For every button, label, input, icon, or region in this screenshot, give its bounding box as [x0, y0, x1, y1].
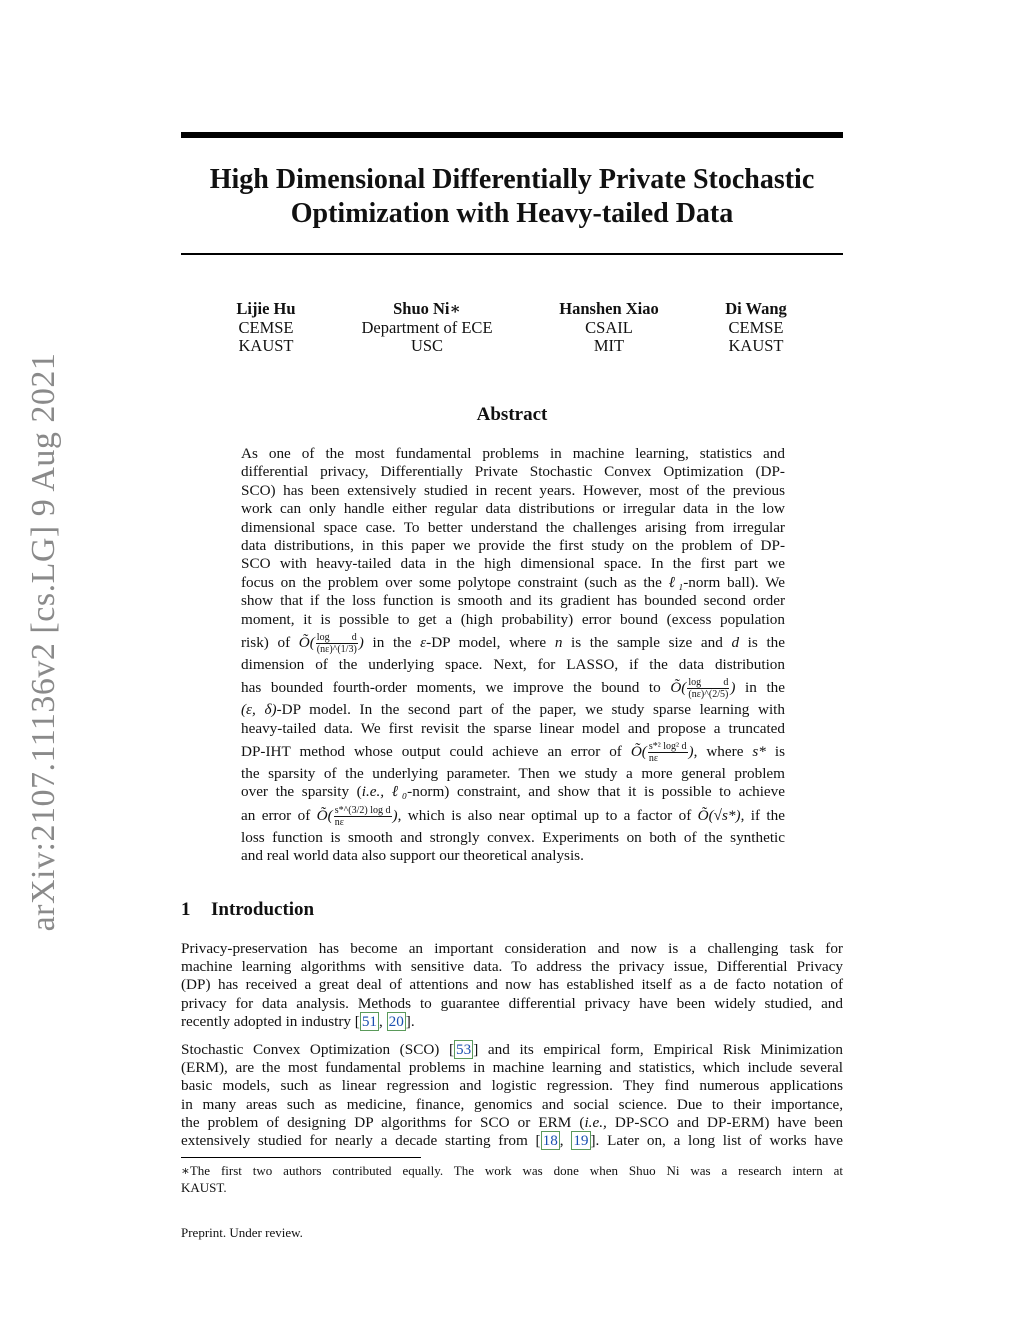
- text-line: basic models, such as linear regression and logistic regression. They find numerous applications: [181, 1077, 843, 1095]
- abstract-line: SCO) has been extensively studied in recent years. However, most of the previous: [241, 481, 785, 499]
- arxiv-stamp: arXiv:2107.11136v2 [cs.LG] 9 Aug 2021: [25, 352, 62, 932]
- author-inst: KAUST: [238, 336, 294, 355]
- math-fraction: $\frac{\text{log d}}{(n\varepsilon)\^{}(2/5)}$: [688, 677, 729, 701]
- math-fraction: $\frac{\text{s*² log² d}}{n\varepsilon}$: [648, 741, 687, 765]
- abstract-line: over the sparsity (i.e., ℓ₀-norm) constraint, and show that it is possible to achieve: [241, 783, 786, 801]
- footnote-rule: [181, 1157, 421, 1158]
- abstract-line: differential privacy, Differentially Private Stochastic Convex Optimization (DP-: [241, 463, 785, 481]
- author-dept: Department of ECE: [361, 317, 493, 337]
- author-4: [725, 300, 787, 356]
- abstract-line: (ε, δ)-DP model. In the second part of the paper, we study sparse learning with: [241, 701, 785, 719]
- author-dept: CEMSE: [728, 317, 784, 337]
- footnote-line: ∗The first two authors contributed equally. The work was done when Shuo Ni was a research intern at: [181, 1163, 843, 1178]
- abstract-line: data distributions, in this paper we provide the first study on the problem of DP-: [241, 536, 785, 554]
- author-name: Hanshen Xiao: [559, 299, 659, 318]
- abstract-line: focus on the problem over some polytope constraint (such as the ℓ₁-norm ball). We: [241, 573, 786, 591]
- abstract-line: As one of the most fundamental problems in machine learning, statistics and: [241, 445, 785, 462]
- text-line: (DP) has received a great deal of attentions and now has established itself as a de facto notation of: [181, 976, 843, 994]
- text-line: recently adopted in industry [ 51 , 20 ].: [181, 1012, 415, 1030]
- abstract-line: heavy-tailed data. We first revisit the sparse linear model and propose a truncated: [241, 719, 785, 737]
- math-fraction: $\frac{\text{s*\textasciicircum{}(3/2) log d}}{n\varepsilon}$: [334, 804, 391, 828]
- preprint-notice: Preprint. Under review.: [181, 1225, 303, 1240]
- text-line: in many areas such as medicine, finance, genomics and social science. Due to their importance,: [181, 1095, 843, 1113]
- abstract-line: SCO with heavy-tailed data in the high dimensional space. In the first part we: [241, 555, 785, 573]
- text-line: extensively studied for nearly a decade starting from [ 18 , 19 ]. Later on, a long list of works have: [181, 1132, 843, 1150]
- title-line-1: High Dimensional Differentially Private Stochastic: [209, 164, 815, 195]
- footnote-line: KAUST.: [181, 1180, 227, 1195]
- author-1: [236, 300, 295, 356]
- math-fraction: $\frac{\text{log d}}{(n\varepsilon)\^{}(1/3)}$: [316, 631, 357, 655]
- section-heading: [181, 899, 314, 921]
- abstract-line: and real world data also support our theoretical analysis.: [241, 847, 584, 865]
- author-name: Lijie Hu: [236, 299, 296, 318]
- text-line: (ERM), are the most fundamental problems in machine learning and statistics, which include several: [181, 1059, 843, 1077]
- author-dept: CEMSE: [238, 317, 294, 337]
- citation-link[interactable]: 18: [542, 1132, 558, 1150]
- title-top-rule: [181, 132, 843, 138]
- abstract-line: show that if the loss function is smooth and its gradient has bounded second order: [241, 592, 785, 610]
- abstract-line: risk) of Õ( $\frac{\text{log d}}{(n\varepsilon)\^{}(1/3)}$ ) in the ε-DP model, where n is the sample size and d is the: [241, 631, 785, 655]
- citation-link[interactable]: 53: [456, 1041, 472, 1058]
- author-inst: KAUST: [728, 336, 784, 355]
- author-inst: MIT: [593, 336, 625, 355]
- text-line: Stochastic Convex Optimization (SCO) [ 53 ] and its empirical form, Empirical Risk Minimization: [181, 1041, 843, 1058]
- paper-title: [181, 163, 843, 231]
- intro-paragraph-1: [181, 940, 843, 1031]
- abstract-line: moment, it is possible to get a (high probability) error bound (excess population: [241, 610, 785, 628]
- author-name: Di Wang: [725, 299, 787, 318]
- section-title: Introduction: [211, 899, 315, 920]
- author-2: [361, 300, 492, 356]
- math: ℓ₁: [668, 573, 684, 591]
- abstract-line: DP-IHT method whose output could achieve an error of Õ( $\frac{\text{s*² log² d}}{n\varepsilon}$ ), where s* is: [241, 741, 785, 765]
- abstract-line: dimensional space case. To better understand the challenges arising from irregular: [241, 518, 785, 536]
- citation-link[interactable]: 19: [573, 1132, 589, 1150]
- title-bottom-rule: [181, 253, 843, 255]
- author-name: Shuo Ni∗: [393, 299, 461, 318]
- abstract-line: work can only handle either regular data distributions or irregular data in the low: [241, 500, 785, 518]
- citation-link[interactable]: 51: [361, 1012, 378, 1030]
- citation-link[interactable]: 20: [388, 1012, 404, 1030]
- author-3: [559, 300, 658, 356]
- text-line: privacy for data analysis. Methods to guarantee differential privacy have been widely studied, and: [181, 994, 843, 1012]
- intro-paragraph-2: [181, 1041, 843, 1150]
- abstract-line: the sparsity of the underlying parameter. Then we study a more general problem: [241, 765, 785, 783]
- author-dept: CSAIL: [585, 317, 633, 337]
- text-line: the problem of designing DP algorithms for SCO or ERM (i.e., DP-SCO and DP-ERM) have been: [181, 1113, 843, 1131]
- abstract-line: dimension of the underlying space. Next, for LASSO, if the data distribution: [241, 655, 785, 673]
- title-line-2: Optimization with Heavy-tailed Data: [290, 198, 734, 229]
- text-line: Privacy-preservation has become an important consideration and now is a challenging task for: [181, 940, 843, 957]
- abstract-heading: Abstract: [476, 404, 548, 425]
- abstract-line: loss function is smooth and strongly convex. Experiments on both of the synthetic: [241, 828, 785, 846]
- abstract-line: has bounded fourth-order moments, we improve the bound to Õ( $\frac{\text{log d}}{(n\varepsilon)\^{}(2/5)}$ ) in the: [241, 677, 785, 701]
- author-inst: USC: [410, 336, 444, 355]
- text-line: machine learning algorithms with sensitive data. To address the privacy issue, Differential Privacy: [181, 958, 843, 976]
- math: Õ(: [298, 633, 315, 651]
- section-number: 1: [181, 899, 191, 920]
- abstract-line: an error of Õ( $\frac{\text{s*\textasciicircum{}(3/2) log d}}{n\varepsilon}$ ), which is also near optimal up to a factor of Õ(√s*), if the: [241, 804, 785, 828]
- abstract-body: [241, 445, 785, 866]
- footnote: [181, 1162, 843, 1196]
